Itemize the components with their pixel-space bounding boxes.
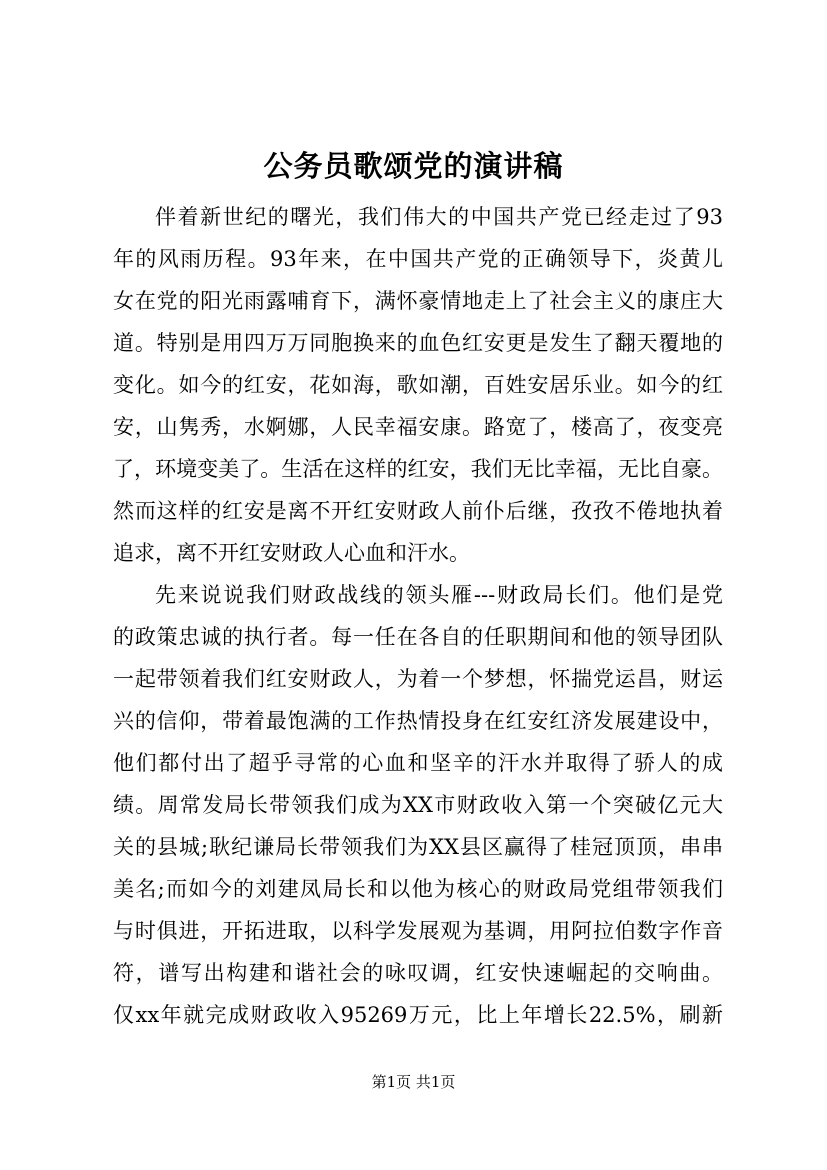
text-line: 女在党的阳光雨露哺育下，满怀豪情地走上了社会主义的康庄大 xyxy=(113,289,723,313)
text-line: 年的风雨历程。93年来，在中国共产党的正确领导下，炎黄儿 xyxy=(113,247,723,271)
text-line: 一起带领着我们红安财政人，为着一个梦想，怀揣党运昌，财运 xyxy=(113,667,723,691)
text-line: 安，山隽秀，水婀娜，人民幸福安康。路宽了，楼高了，夜变亮 xyxy=(113,415,723,439)
text-line: 道。特别是用四万万同胞换来的血色红安更是发生了翻天覆地的 xyxy=(113,331,723,355)
text-line: 变化。如今的红安，花如海，歌如潮，百姓安居乐业。如今的红 xyxy=(113,373,723,397)
text-line: 他们都付出了超乎寻常的心血和坚辛的汗水并取得了骄人的成 xyxy=(113,751,723,775)
page-footer: 第1页 共1页 xyxy=(371,1073,456,1091)
text-line: 然而这样的红安是离不开红安财政人前仆后继，孜孜不倦地执着 xyxy=(113,499,723,523)
text-line: 伴着新世纪的曙光，我们伟大的中国共产党已经走过了93 xyxy=(155,205,723,229)
text-line: 的政策忠诚的执行者。每一任在各自的任职期间和他的领导团队 xyxy=(113,625,723,649)
text-line: 追求，离不开红安财政人心血和汗水。 xyxy=(113,541,470,565)
text-line: 兴的信仰，带着最饱满的工作热情投身在红安红济发展建设中， xyxy=(113,709,723,733)
text-line: 与时俱进，开拓进取，以科学发展观为基调，用阿拉伯数字作音 xyxy=(113,919,723,943)
document-body xyxy=(113,196,723,1036)
text-line: 美名;而如今的刘建凤局长和以他为核心的财政局党组带领我们 xyxy=(113,877,723,901)
text-line: 关的县城;耿纪谦局长带领我们为XX县区赢得了桂冠顶顶，串串 xyxy=(113,835,723,859)
text-line: 了，环境变美了。生活在这样的红安，我们无比幸福，无比自豪。 xyxy=(113,457,723,481)
text-line: 符，谱写出构建和谐社会的咏叹调，红安快速崛起的交响曲。 xyxy=(113,961,723,985)
text-line: 绩。周常发局长带领我们成为XX市财政收入第一个突破亿元大 xyxy=(113,793,723,817)
document-title: 公务员歌颂党的演讲稿 xyxy=(263,149,564,183)
text-line: 先来说说我们财政战线的领头雁---财政局长们。他们是党 xyxy=(155,583,723,607)
text-line: 仅xx年就完成财政收入95269万元，比上年增长22.5%，刷新 xyxy=(113,1003,723,1027)
